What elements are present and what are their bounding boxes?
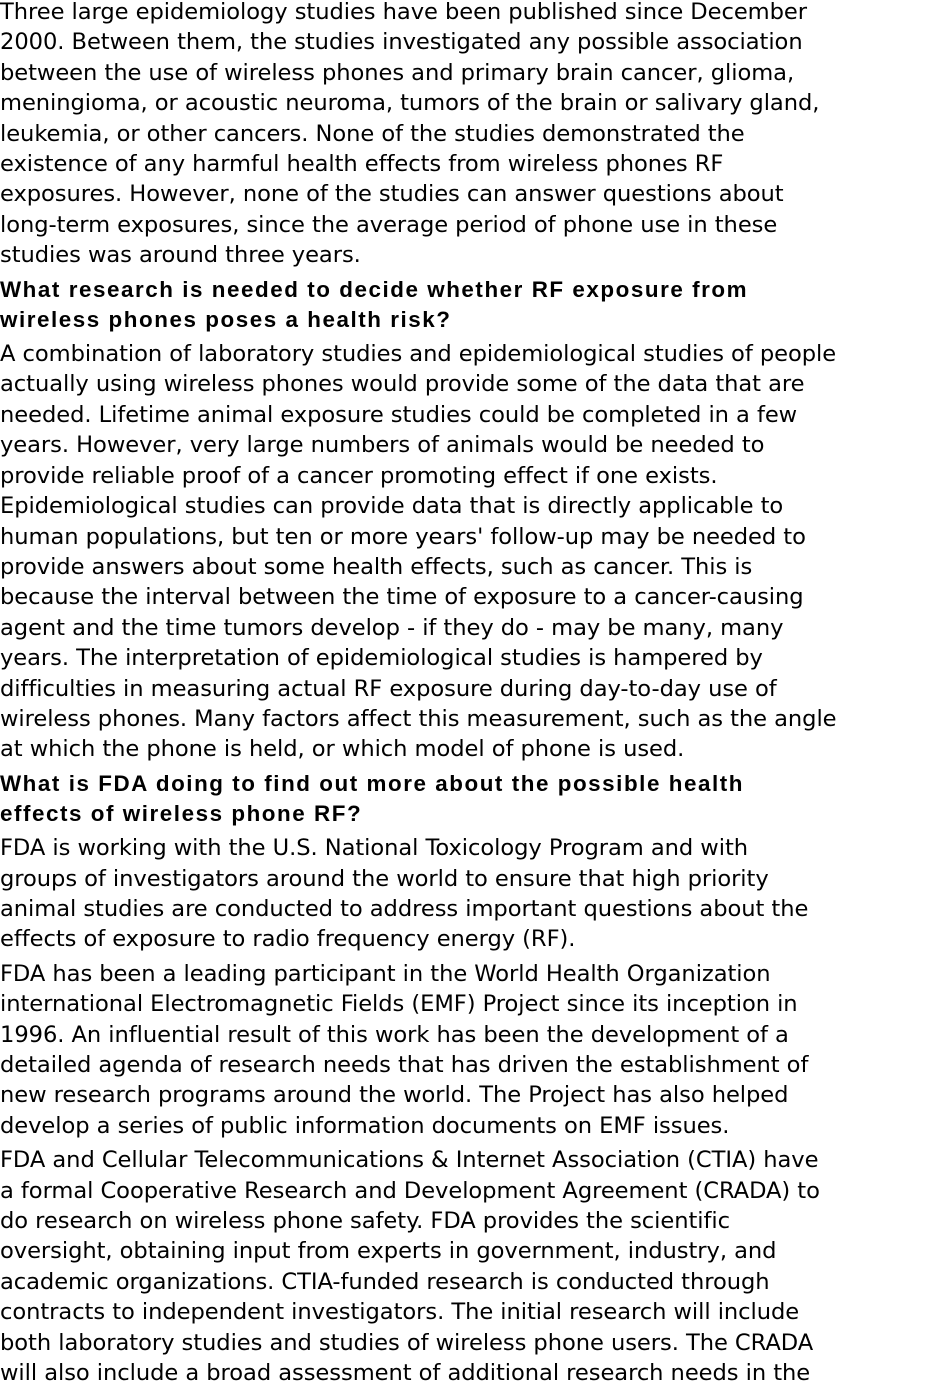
text-line: leukemia, or other cancers. None of the studies demonstrated the (0, 120, 745, 147)
text-line: FDA is working with the U.S. National Toxicology Program and with (0, 835, 749, 862)
paragraph-epidemiology-studies (0, 0, 932, 271)
text-line: agent and the time tumors develop - if they do - may be many, many (0, 614, 784, 641)
text-line: both laboratory studies and studies of wireless phone users. The CRADA (0, 1329, 814, 1356)
text-line: human populations, but ten or more years' follow-up may be needed to (0, 523, 806, 550)
text-line: difficulties in measuring actual RF exposure during day-to-day use of (0, 675, 777, 702)
text-line: existence of any harmful health effects from wireless phones RF (0, 151, 724, 178)
text-line: wireless phones. Many factors affect this measurement, such as the angle (0, 705, 837, 732)
text-line: FDA and Cellular Telecommunications & Internet Association (CTIA) have (0, 1147, 819, 1174)
text-line: exposures. However, none of the studies can answer questions about (0, 181, 784, 208)
text-line: a formal Cooperative Research and Development Agreement (CRADA) to (0, 1177, 820, 1204)
text-line: detailed agenda of research needs that has driven the establishment of (0, 1052, 809, 1078)
text-line: 1996. An influential result of this work has been the development of a (0, 1021, 789, 1048)
text-line: new research programs around the world. The Project has also helped (0, 1082, 789, 1109)
text-line: provide reliable proof of a cancer promoting effect if one exists. (0, 462, 718, 489)
heading-line: What research is needed to decide whether RF exposure from (0, 276, 749, 302)
heading-line: wireless phones poses a health risk? (0, 306, 452, 332)
text-line: do research on wireless phone safety. FDA provides the scientific (0, 1208, 730, 1235)
paragraph-research-combination (0, 339, 932, 765)
heading-line: effects of wireless phone RF? (0, 800, 363, 826)
text-line: meningioma, or acoustic neuroma, tumors of the brain or salivary gland, (0, 90, 820, 117)
text-line: studies was around three years. (0, 242, 361, 269)
paragraph-who-emf (0, 959, 932, 1141)
text-line: actually using wireless phones would provide some of the data that are (0, 371, 805, 398)
text-line: A combination of laboratory studies and epidemiological studies of people (0, 341, 837, 368)
paragraph-ntp (0, 833, 932, 955)
text-line: contracts to independent investigators. The initial research will include (0, 1299, 800, 1326)
text-line: 2000. Between them, the studies investigated any possible association (0, 29, 803, 56)
text-line: animal studies are conducted to address important questions about the (0, 895, 809, 922)
text-line: between the use of wireless phones and primary brain cancer, glioma, (0, 59, 795, 86)
text-line: effects of exposure to radio frequency energy (RF). (0, 926, 576, 953)
text-line: years. The interpretation of epidemiological studies is hampered by (0, 645, 763, 672)
text-line: needed. Lifetime animal exposure studies could be completed in a few (0, 401, 798, 428)
text-line: oversight, obtaining input from experts in government, industry, and (0, 1238, 777, 1265)
text-line: because the interval between the time of exposure to a cancer-causing (0, 584, 804, 611)
text-line: international Electromagnetic Fields (EMF) Project since its inception in (0, 991, 798, 1018)
text-line: will also include a broad assessment of additional research needs in the (0, 1360, 811, 1385)
text-line: Epidemiological studies can provide data that is directly applicable to (0, 493, 784, 520)
text-line: at which the phone is held, or which model of phone is used. (0, 736, 685, 763)
text-line: develop a series of public information documents on EMF issues. (0, 1112, 730, 1139)
text-line: long-term exposures, since the average period of phone use in these (0, 211, 778, 238)
text-line: academic organizations. CTIA-funded research is conducted through (0, 1268, 770, 1295)
text-line: provide answers about some health effects, such as cancer. This is (0, 553, 753, 580)
text-line: years. However, very large numbers of animals would be needed to (0, 432, 765, 459)
heading-line: What is FDA doing to find out more about the possible health (0, 770, 744, 796)
text-line: Three large epidemiology studies have been published since December (0, 0, 807, 25)
text-line: FDA has been a leading participant in the World Health Organization (0, 960, 771, 987)
heading-fda-doing (0, 769, 932, 829)
heading-research-needed (0, 275, 932, 335)
paragraph-ctia-crada (0, 1145, 932, 1385)
text-line: groups of investigators around the world to ensure that high priority (0, 865, 769, 892)
